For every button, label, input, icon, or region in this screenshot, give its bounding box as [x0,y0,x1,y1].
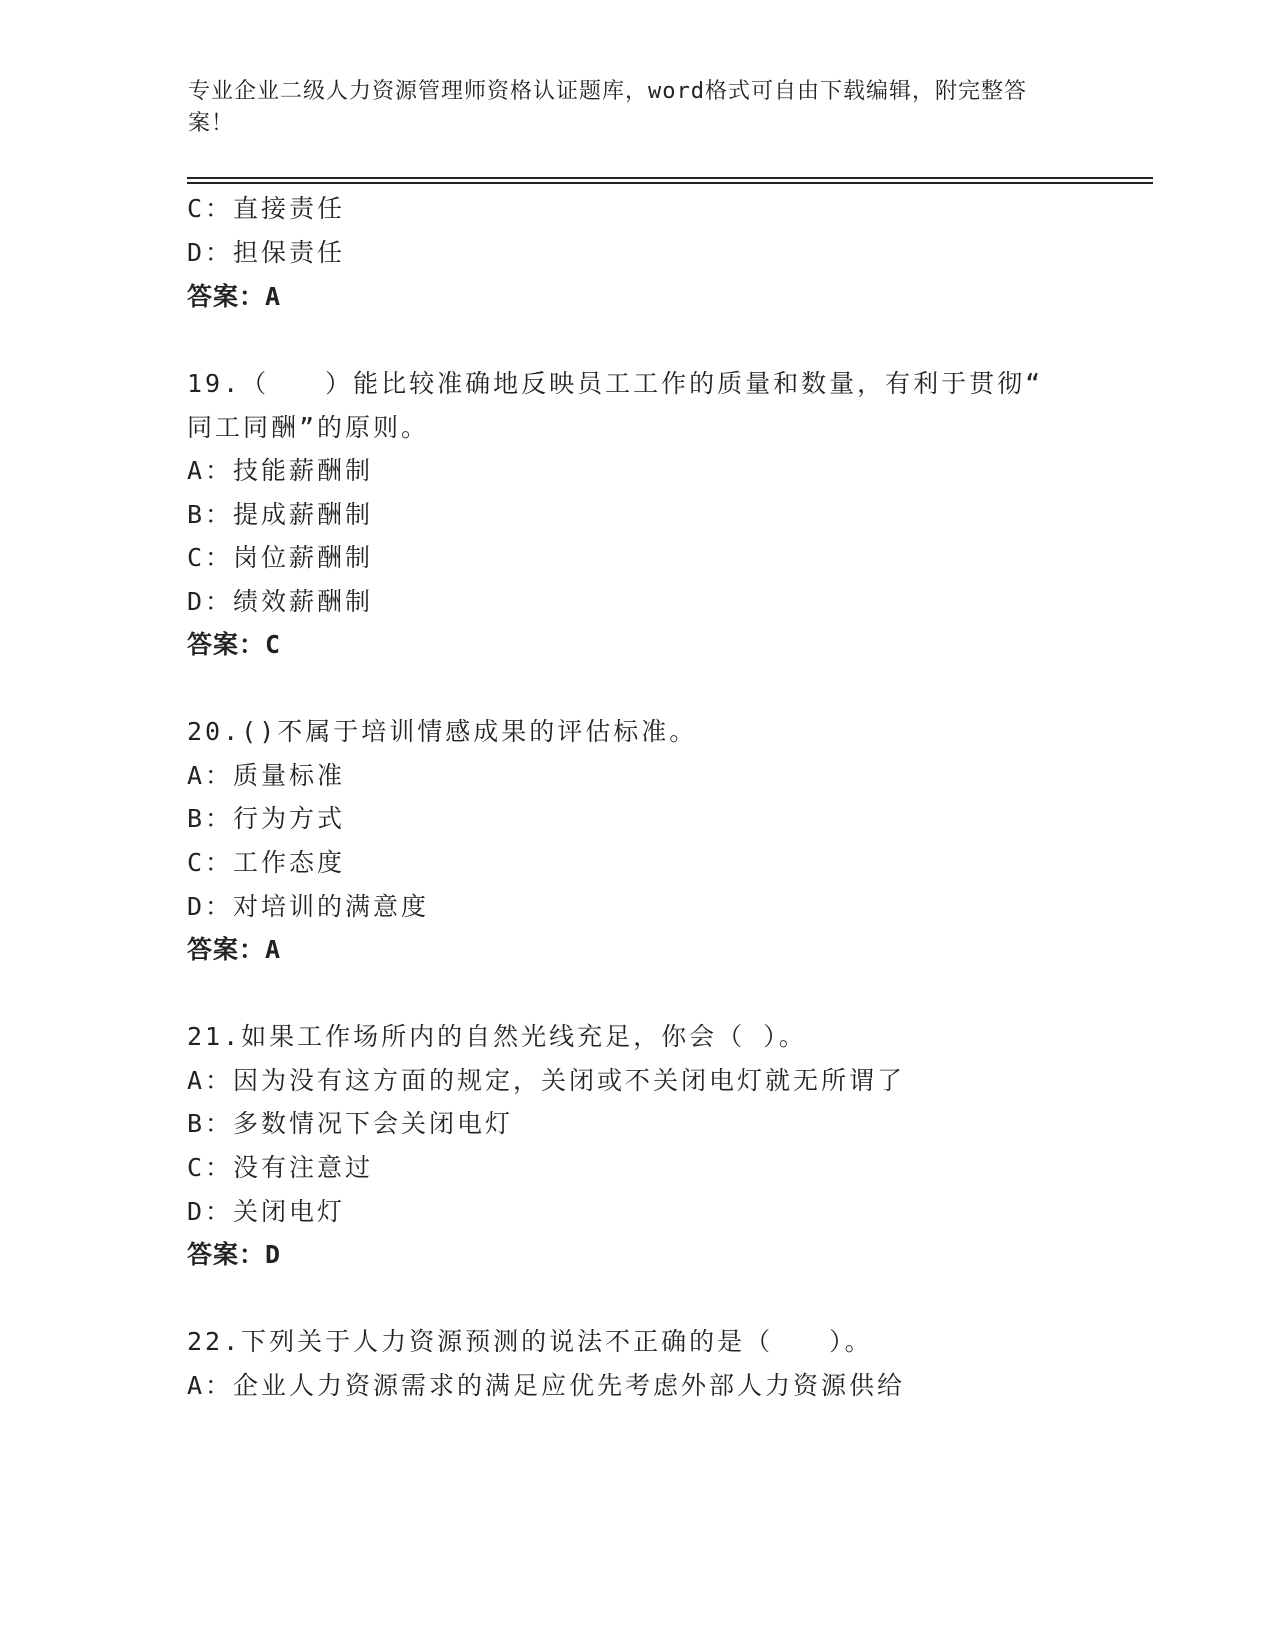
question-20-option-c: C：工作态度 [187,848,346,877]
header-divider-top [187,177,1153,179]
question-19-answer: 答案：C [187,630,282,659]
question-20-answer: 答案：A [187,935,282,964]
question-19-option-b: B：提成薪酬制 [187,500,374,529]
question-22-option-a: A：企业人力资源需求的满足应优先考虑外部人力资源供给 [187,1371,906,1400]
question-20-option-a: A：质量标准 [187,761,346,790]
question-20-option-d: D：对培训的满意度 [187,892,430,921]
question-20-stem: 20.()不属于培训情感成果的评估标准。 [187,717,698,746]
question-19-stem-line-2: 同工同酬”的原则。 [187,413,430,442]
question-21-option-d: D：关闭电灯 [187,1197,346,1226]
answer-line: 答案：A [187,282,282,311]
header-divider-bottom [187,182,1153,184]
question-20-option-b: B：行为方式 [187,804,346,833]
question-19-stem-line-1: 19.（ ）能比较准确地反映员工工作的质量和数量，有利于贯彻“ [187,369,1044,398]
question-21-stem: 21.如果工作场所内的自然光线充足，你会（ ）。 [187,1022,807,1051]
question-19-option-c: C：岗位薪酬制 [187,543,374,572]
question-21-answer: 答案：D [187,1240,282,1269]
page-header-text: 专业企业二级人力资源管理师资格认证题库，word格式可自由下载编辑，附完整答案！ [188,79,1027,136]
question-21-option-c: C：没有注意过 [187,1153,374,1182]
question-19-option-d: D：绩效薪酬制 [187,587,374,616]
option-c: C：直接责任 [187,194,346,223]
option-d: D：担保责任 [187,238,346,267]
question-22-stem: 22.下列关于人力资源预测的说法不正确的是（ ）。 [187,1327,873,1356]
question-21-option-a: A：因为没有这方面的规定，关闭或不关闭电灯就无所谓了 [187,1066,906,1095]
question-19-option-a: A：技能薪酬制 [187,456,374,485]
question-21-option-b: B：多数情况下会关闭电灯 [187,1109,514,1138]
